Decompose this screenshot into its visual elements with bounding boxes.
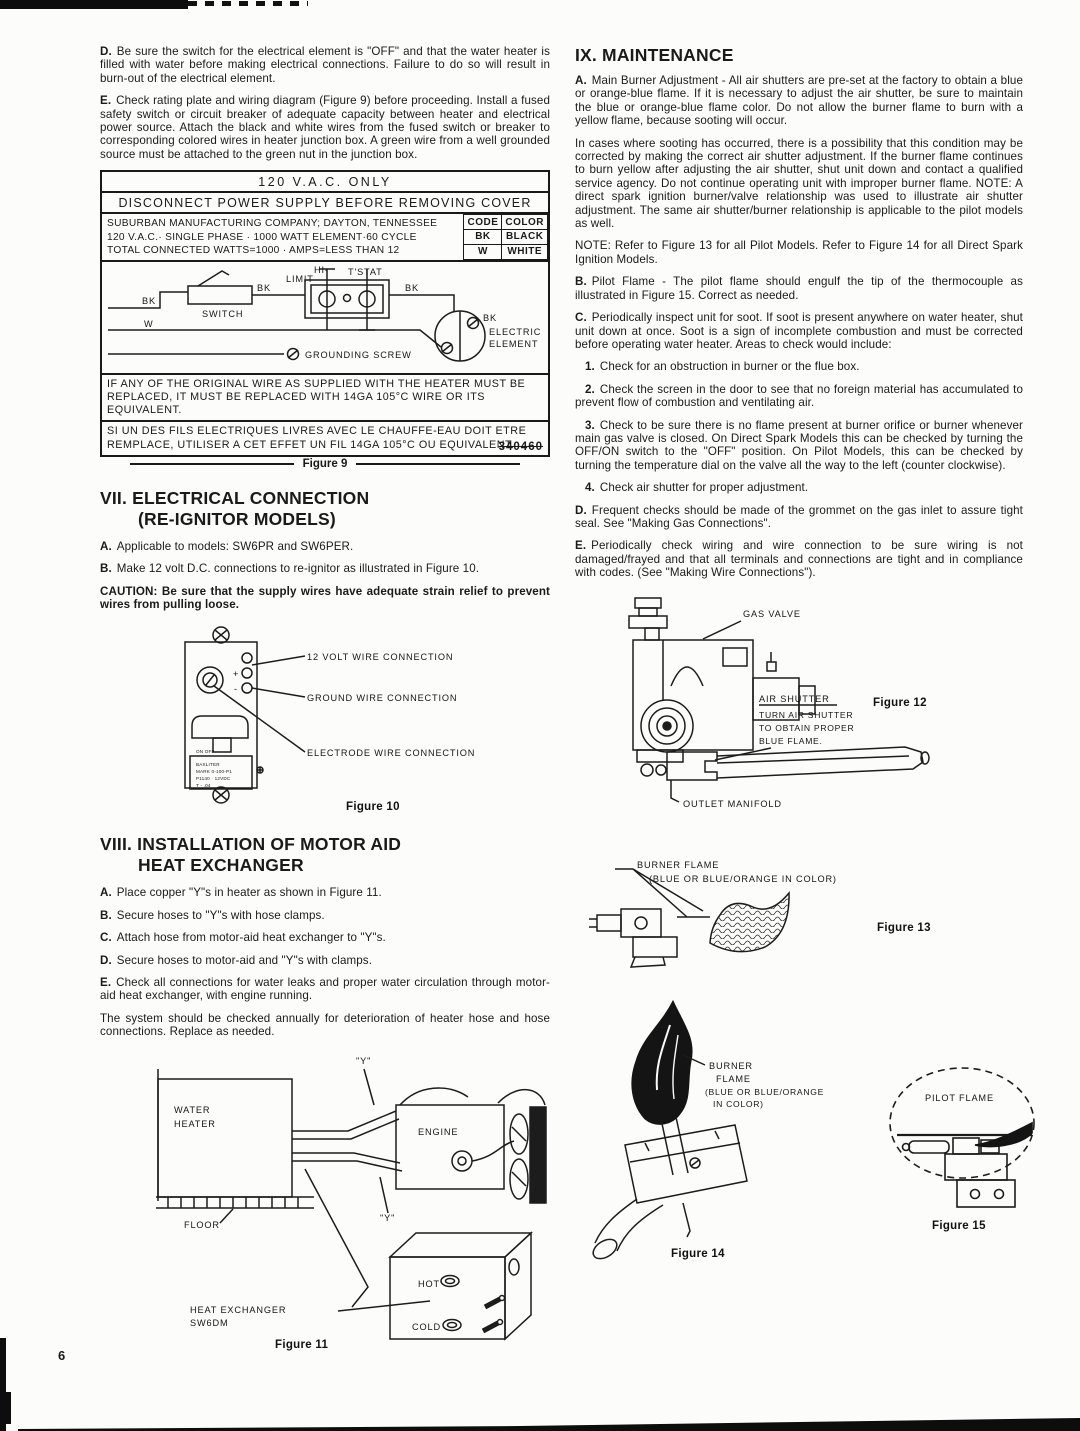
figure9-header2: DISCONNECT POWER SUPPLY BEFORE REMOVING COVER bbox=[102, 193, 548, 214]
heading-line1: VII. ELECTRICAL CONNECTION bbox=[100, 487, 370, 508]
paragraph-text: Check all connections for water leaks and proper water circulation through motor-aid heat exchanger, with engine running. bbox=[100, 976, 550, 1003]
paragraph-lead: A. bbox=[100, 539, 112, 553]
burner-flame-color-label: (BLUE OR BLUE/ORANGE IN COLOR) bbox=[649, 873, 837, 884]
paragraph-d bbox=[100, 45, 550, 85]
item-number: 1. bbox=[585, 360, 595, 374]
figure13-art bbox=[575, 855, 1023, 973]
scan-artifact-bottom-wedge bbox=[0, 1415, 1080, 1431]
section-ix-heading: IX. MAINTENANCE bbox=[575, 45, 734, 65]
paragraph-7b bbox=[100, 562, 550, 575]
right-column bbox=[575, 0, 1023, 1295]
figure13 bbox=[575, 855, 1023, 973]
y-top-label: "Y" bbox=[356, 1055, 372, 1066]
paragraph-text: Main Burner Adjustment - All air shutters are pre-set at the factory to obtain a blue or orange-blue flame. If it is necessary to adjust the air shutter, be sure to maintain the blue or orange-blue flame color. Do not allow the burner flame to burn with a yellow flame, because sooting will occur. bbox=[575, 74, 1023, 128]
wire-label-bk1: BK bbox=[142, 295, 156, 306]
figure12-art bbox=[575, 590, 1023, 835]
device-plate-line: P1140 · 12VDC bbox=[196, 776, 231, 782]
figure10-art bbox=[100, 620, 550, 816]
paragraph-9e bbox=[575, 539, 1023, 579]
figure14-15-row bbox=[575, 995, 1023, 1295]
water-heater-label1: WATER bbox=[174, 1104, 211, 1115]
twelve-volt-label: 12 VOLT WIRE CONNECTION bbox=[307, 652, 454, 663]
paragraph-e bbox=[100, 94, 550, 161]
closing-paragraph: The system should be checked annually for deterioration of heater hose and hose connections. Replace as needed. bbox=[100, 1011, 550, 1039]
wire-code-table bbox=[463, 214, 548, 260]
item-text: Check to be sure there is no flame present at burner orifice or burner whenever main gas valve is closed. On Direct Spark Models this can be checked by turning the OFF/ON switch to the "OFF" position. On Pilot Models, this can be checked by turning the temperature dial on the valve all the way to the left (counter clockwise). bbox=[575, 418, 1023, 472]
paragraph-lead: B. bbox=[100, 562, 112, 576]
device-plate-line: T - .04 bbox=[196, 783, 211, 789]
paragraph-text: Applicable to models: SW6PR and SW6PER. bbox=[116, 539, 354, 553]
paragraph-text: Be sure the switch for the electrical element is "OFF" and that the water heater is filled with water before making electrical connections. Failure to do so will result in burn-out of the electrical element. bbox=[100, 45, 550, 85]
page-number: 6 bbox=[58, 1348, 66, 1363]
flame-label: FLAME bbox=[716, 1073, 751, 1084]
paragraph-text: Check rating plate and wiring diagram (Figure 9) before proceeding. Install a fused safety switch or circuit breaker of adequate capacity between heater and electrical power source. Attach the black and white wires from the fused switch or breaker to corresponding colored wires in heater junction box. A green wire from a well grounded source must be attached to the green nut in the junction box. bbox=[100, 94, 550, 161]
figure12-labels bbox=[683, 609, 927, 809]
paragraph-9c bbox=[575, 311, 1023, 351]
paragraph-8c bbox=[100, 931, 550, 944]
figure12 bbox=[575, 590, 1023, 835]
figure12-caption: Figure 12 bbox=[873, 696, 927, 709]
spec-line: SUBURBAN MANUFACTURING COMPANY; DAYTON, TENNESSEE bbox=[107, 218, 438, 230]
water-heater-label2: HEATER bbox=[174, 1118, 216, 1129]
spec-line: TOTAL CONNECTED WATTS=1000 · AMPS=LESS THAN 12 bbox=[107, 245, 400, 257]
figure15-caption: Figure 15 bbox=[932, 1219, 986, 1232]
figure15-art bbox=[887, 1061, 1039, 1296]
electrode-wire-label: ELECTRODE WIRE CONNECTION bbox=[307, 748, 476, 759]
note-fr-text: SI UN DES FILS ELECTRIQUES LIVRES AVEC LE CHAUFFE-EAU DOIT ETRE REMPLACE, UTILISER A CET EFFET UN FIL 14GA 105°C OU EQUIVALENT. bbox=[107, 425, 527, 451]
heading-line2: HEAT EXCHANGER bbox=[138, 855, 304, 876]
minus-terminal-label: - bbox=[234, 684, 238, 695]
wire-label-bk4: BK bbox=[483, 312, 497, 323]
code-header: CODE bbox=[464, 215, 502, 230]
electric-label: ELECTRIC bbox=[489, 326, 542, 337]
air-shutter-title: AIR SHUTTER bbox=[759, 693, 830, 704]
figure9-note-en: IF ANY OF THE ORIGINAL WIRE AS SUPPLIED WITH THE HEATER MUST BE REPLACED, IT MUST BE REPLACED WITH 14GA 105°C WIRE OR ITS EQUIVALENT. bbox=[102, 373, 548, 421]
limit-label: LIMIT bbox=[286, 273, 314, 284]
figure9-spec bbox=[102, 214, 463, 260]
caution-paragraph: CAUTION: Be sure that the supply wires have adequate strain relief to prevent wires from pulling loose. bbox=[100, 584, 550, 611]
figure9-header1: 120 V.A.C. ONLY bbox=[102, 172, 548, 193]
air-shutter-line4: BLUE FLAME. bbox=[759, 735, 823, 746]
paragraph-8a bbox=[100, 886, 550, 899]
figure10 bbox=[100, 620, 550, 816]
device-plate-line: BAXLITER bbox=[196, 762, 220, 768]
floor-label: FLOOR bbox=[184, 1219, 220, 1230]
air-shutter-line3: TO OBTAIN PROPER bbox=[759, 722, 855, 733]
paragraph-9a bbox=[575, 74, 1023, 128]
element-label: ELEMENT bbox=[489, 338, 539, 349]
paragraph-text: Attach hose from motor-aid heat exchanger to "Y"s. bbox=[116, 931, 386, 945]
code-cell: W bbox=[464, 244, 502, 259]
paragraph-text: Place copper "Y"s in heater as shown in Figure 11. bbox=[116, 886, 382, 900]
wire-label-bk3: BK bbox=[405, 282, 419, 293]
dsi-flame-drawing bbox=[590, 1001, 747, 1263]
figure11-caption: Figure 11 bbox=[275, 1338, 329, 1351]
pilot-flame-label: PILOT FLAME bbox=[925, 1092, 994, 1103]
figure14-art bbox=[575, 995, 855, 1295]
pilot-flame-drawing bbox=[890, 1068, 1034, 1207]
paragraph-text: Periodically check wiring and wire connection to be sure wiring is not damaged/frayed and that all terminals and connections are tight and in compliance with codes. (See "Making Wire Connections"). bbox=[575, 539, 1023, 580]
figure9-spec-row bbox=[102, 214, 548, 262]
plus-terminal-label: + bbox=[233, 669, 240, 680]
color-header: COLOR bbox=[502, 215, 548, 230]
numbered-item-4 bbox=[575, 481, 1023, 494]
spec-line: 120 V.A.C.· SINGLE PHASE · 1000 WATT ELEMENT·60 CYCLE bbox=[107, 231, 417, 243]
device-plate-line: ON OFF bbox=[196, 749, 215, 755]
figure11-lines bbox=[156, 1069, 546, 1339]
paragraph-text: Secure hoses to motor-aid and "Y"s with clamps. bbox=[116, 953, 373, 967]
note-paragraph: NOTE: Refer to Figure 13 for all Pilot Models. Refer to Figure 14 for all Direct Spark Ignition Models. bbox=[575, 239, 1023, 266]
wire-label-bk2: BK bbox=[257, 282, 271, 293]
color-cell: WHITE bbox=[502, 244, 548, 259]
code-cell: BK bbox=[464, 230, 502, 245]
wiring-schematic bbox=[102, 264, 547, 368]
paragraph-lead: E. bbox=[575, 539, 587, 553]
caption-rule bbox=[130, 463, 294, 465]
paragraph-9a2: In cases where sooting has occurred, there is a possibility that this condition may be corrected by making the correct air shutter adjustment. If the burner flame continues to burn yellow after adjusting the air shutter, shut unit down and contact a qualified service agency. Do not continue operating unit with improper burner flame. NOTE: A direct spark ignition burner/valve relationship was used to illustrate air shutter adjustment. The same air shutter/burner relationship is applicable to the pilot models as well. bbox=[575, 136, 1023, 231]
paragraph-lead: E. bbox=[100, 976, 112, 990]
paragraph-text: Make 12 volt D.C. connections to re-ignitor as illustrated in Figure 10. bbox=[116, 562, 480, 576]
numbered-item-3 bbox=[575, 419, 1023, 473]
paragraph-text: Secure hoses to "Y"s with hose clamps. bbox=[116, 908, 325, 922]
paragraph-9d bbox=[575, 504, 1023, 531]
item-text: Check for an obstruction in burner or the flue box. bbox=[599, 360, 860, 374]
part-number: 340460 bbox=[498, 440, 543, 453]
paragraph-9b bbox=[575, 275, 1023, 302]
figure9-wiring-diagram bbox=[102, 262, 548, 373]
caption-rule bbox=[356, 463, 520, 465]
flame-color-label2: IN COLOR) bbox=[713, 1098, 764, 1109]
figure9-rating-plate bbox=[100, 170, 550, 457]
heading-line2: (RE-IGNITOR MODELS) bbox=[138, 508, 336, 529]
paragraph-lead: C. bbox=[575, 311, 587, 325]
paragraph-8e bbox=[100, 976, 550, 1003]
paragraph-7a bbox=[100, 540, 550, 553]
item-number: 4. bbox=[585, 481, 595, 495]
paragraph-lead: E. bbox=[100, 94, 112, 108]
paragraph-text: Frequent checks should be made of the grommet on the gas inlet to assure tight seal. See "Making Gas Connections". bbox=[575, 503, 1023, 530]
paragraph-lead: C. bbox=[100, 931, 112, 945]
air-shutter-line2: TURN AIR SHUTTER bbox=[759, 709, 854, 720]
device-plate-line: MARK 0-100-P1 bbox=[196, 769, 233, 775]
flame-color-label1: (BLUE OR BLUE/ORANGE bbox=[705, 1086, 825, 1097]
figure9-caption bbox=[130, 458, 520, 470]
figure10-caption: Figure 10 bbox=[346, 801, 400, 814]
cold-label: COLD bbox=[412, 1321, 441, 1332]
burner-flame-label: BURNER FLAME bbox=[637, 859, 720, 870]
grounding-screw-label: GROUNDING SCREW bbox=[305, 349, 412, 360]
paragraph-8d bbox=[100, 954, 550, 967]
paragraph-lead: A. bbox=[575, 74, 587, 87]
heat-exchanger-model-label: SW6DM bbox=[190, 1317, 229, 1328]
color-cell: BLACK bbox=[502, 230, 548, 245]
item-number: 2. bbox=[585, 382, 595, 396]
outlet-manifold-label: OUTLET MANIFOLD bbox=[683, 798, 782, 809]
figure11 bbox=[100, 1049, 550, 1353]
paragraph-lead: D. bbox=[100, 45, 112, 58]
switch-label: SWITCH bbox=[202, 308, 244, 319]
paragraph-lead: A. bbox=[100, 886, 112, 900]
figure11-art bbox=[100, 1049, 550, 1353]
hi-label: HI- bbox=[314, 264, 329, 275]
left-column bbox=[100, 0, 550, 1353]
paragraph-8b bbox=[100, 909, 550, 922]
heading-line1: VIII. INSTALLATION OF MOTOR AID bbox=[100, 834, 402, 855]
paragraph-text: Pilot Flame - The pilot flame should engulf the tip of the thermocouple as illustrated in Figure 15. Correct as needed. bbox=[575, 275, 1023, 302]
figure11-labels bbox=[174, 1056, 458, 1351]
section-viii-heading bbox=[100, 834, 550, 876]
numbered-item-1 bbox=[575, 360, 1023, 373]
paragraph-lead: B. bbox=[100, 908, 112, 922]
gas-valve-label: GAS VALVE bbox=[743, 608, 801, 619]
paragraph-lead: B. bbox=[575, 275, 587, 289]
item-number: 3. bbox=[585, 418, 595, 432]
heat-exchanger-label: HEAT EXCHANGER bbox=[190, 1304, 287, 1315]
tstat-label: T'STAT bbox=[348, 266, 383, 277]
wire-label-w: W bbox=[144, 318, 154, 329]
paragraph-text: Periodically inspect unit for soot. If soot is present anywhere on water heater, shut unit down at once. Soot is a sign of incomplete combustion and must be corrected before operating water heater. Areas to check would include: bbox=[575, 311, 1023, 351]
figure15-labels bbox=[925, 1093, 994, 1232]
figure14-caption: Figure 14 bbox=[671, 1247, 725, 1260]
caption-text: Figure 9 bbox=[302, 457, 348, 470]
paragraph-lead: D. bbox=[575, 503, 587, 517]
burner-label: BURNER bbox=[709, 1060, 753, 1071]
numbered-item-2 bbox=[575, 383, 1023, 410]
engine-label: ENGINE bbox=[418, 1126, 459, 1137]
paragraph-lead: D. bbox=[100, 953, 112, 967]
figure9-note-fr bbox=[102, 420, 548, 454]
hot-label: HOT bbox=[418, 1278, 440, 1289]
ground-wire-label: GROUND WIRE CONNECTION bbox=[307, 693, 458, 704]
figure14-labels bbox=[671, 1061, 824, 1260]
figure13-caption: Figure 13 bbox=[877, 921, 931, 934]
y-bottom-label: "Y" bbox=[380, 1212, 396, 1223]
section-vii-heading bbox=[100, 488, 550, 530]
item-text: Check the screen in the door to see that no foreign material has accumulated to prevent flow of combustion and ventilating air. bbox=[575, 382, 1023, 410]
item-text: Check air shutter for proper adjustment. bbox=[599, 481, 809, 495]
